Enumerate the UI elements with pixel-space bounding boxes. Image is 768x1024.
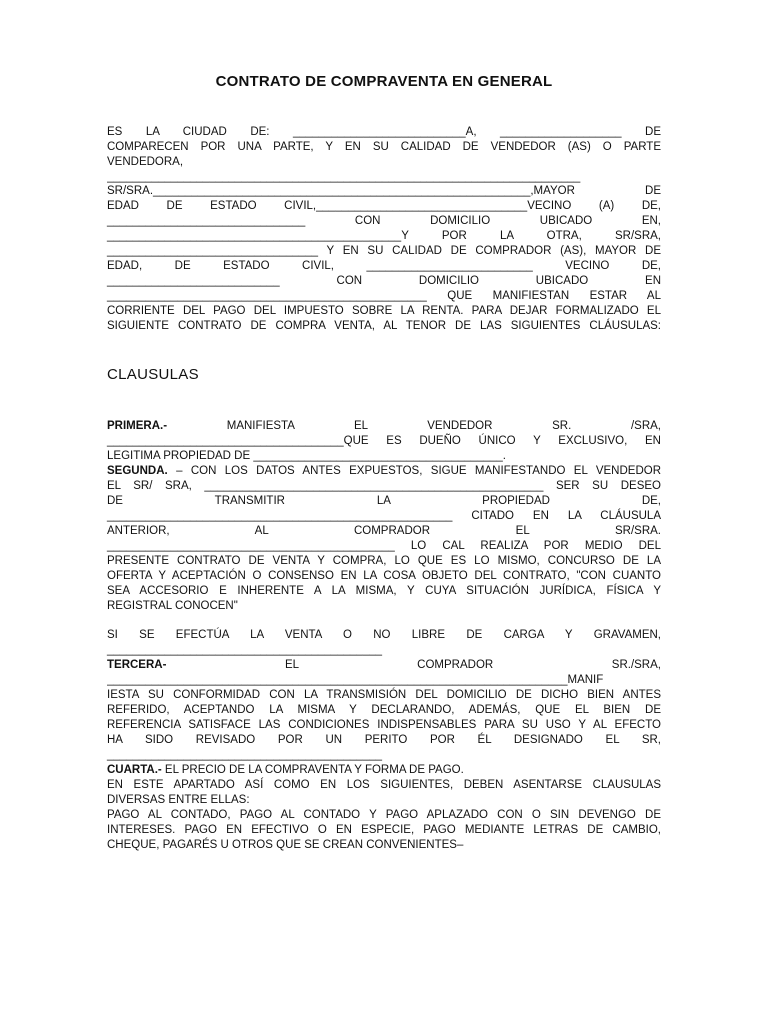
clause-line: ANTERIOR, AL COMPRADOR EL SR/SRA. <box>107 525 661 537</box>
clause-line: EL SR/ SRA, _____________________________________________________ SER SU DESEO <box>107 480 661 492</box>
intro-line: _________________________________ Y EN SU CALIDAD DE COMPRADOR (AS), MAYOR DE <box>107 245 661 257</box>
intro-line: VENDEDORA, <box>107 156 184 168</box>
intro-line: _______________________________ CON DOMICILIO UBICADO EN, <box>107 215 661 227</box>
clause-line: SEA ACCESORIO E INHERENTE A LA MISMA, Y CUYA SITUACIÓN JURÍDICA, FÍSICA Y <box>107 585 661 597</box>
clause-text: EL COMPRADOR SR./SRA, <box>284 659 661 671</box>
intro-line: ES LA CIUDAD DE: ___________________________A, ___________________ DE <box>107 126 661 138</box>
clause-label: CUARTA.- <box>107 764 162 776</box>
clause-line: REFERENCIA SATISFACE LAS CONDICIONES INDISPENSABLES PARA SU USO Y AL EFECTO <box>107 719 661 731</box>
clause-label: PRIMERA.- <box>107 420 168 432</box>
clause-cuarta-line <box>107 763 661 778</box>
intro-line: SIGUIENTE CONTRATO DE COMPRA VENTA, AL TENOR DE LAS SIGUIENTES CLÁUSULAS: <box>107 320 661 332</box>
clause-line: LEGITIMA PROPIEDAD DE _______________________________________. <box>107 450 506 462</box>
intro-line: ___________________________ CON DOMICILIO UBICADO EN <box>107 275 661 287</box>
clause-line: INTERESES. PAGO EN EFECTIVO O EN ESPECIE, PAGO MEDIANTE LETRAS DE CAMBIO, <box>107 824 661 836</box>
intro-line: EDAD, DE ESTADO CIVIL, __________________________ VECINO DE, <box>107 260 661 272</box>
clause-line: IESTA SU CONFORMIDAD CON LA TRANSMISIÓN DEL DOMICILIO DE DICHO BIEN ANTES <box>107 689 661 701</box>
clause-text: – CON LOS DATOS ANTES EXPUESTOS, SIGUE MANIFESTANDO EL VENDEDOR <box>167 465 661 477</box>
carga-line: ___________________________________________ <box>107 644 383 656</box>
clause-line: ________________________________________________________________________MANIF <box>107 674 604 686</box>
intro-line: __________________________________________________________________________ <box>107 171 581 183</box>
document-title: CONTRATO DE COMPRAVENTA EN GENERAL <box>215 73 553 90</box>
clause-line: _____________________________________QUE ES DUEÑO ÚNICO Y EXCLUSIVO, EN <box>107 435 661 447</box>
clause-label: TERCERA- <box>107 659 167 671</box>
clause-label: SEGUNDA. <box>107 465 168 477</box>
clause-line: HA SIDO REVISADO POR UN PERITO POR ÉL DESIGNADO EL SR, <box>107 734 661 746</box>
clause-tercera-line <box>107 658 661 673</box>
clause-line: EN ESTE APARTADO ASÍ COMO EN LOS SIGUIENTES, DEBEN ASENTARSE CLAUSULAS <box>107 779 661 791</box>
clause-line: ______________________________________________________ CITADO EN LA CLÁUSULA <box>107 510 661 522</box>
clause-line: ___________________________________________ <box>107 749 383 761</box>
intro-line: __________________________________________________ QUE MANIFIESTAN ESTAR AL <box>107 290 661 302</box>
intro-line: CORRIENTE DEL PAGO DEL IMPUESTO SOBRE LA RENTA. PARA DEJAR FORMALIZADO EL <box>107 305 661 317</box>
clause-primera-line <box>107 419 661 434</box>
clause-line: OFERTA Y ACEPTACIÓN O CONSENSO EN LA COSA OBJETO DEL CONTRATO, "CON CUANTO <box>107 570 661 582</box>
clause-line: DE TRANSMITIR LA PROPIEDAD DE, <box>107 495 661 507</box>
intro-line: ______________________________________________Y POR LA OTRA, SR/SRA, <box>107 230 661 242</box>
intro-line: EDAD DE ESTADO CIVIL,_________________________________VECINO (A) DE, <box>107 200 661 212</box>
clause-line: REFERIDO, ACEPTANDO LA MISMA Y DECLARANDO, ADEMÁS, QUE EL BIEN DE <box>107 704 661 716</box>
clause-line: PRESENTE CONTRATO DE VENTA Y COMPRA, LO QUE ES LO MISMO, CONCURSO DE LA <box>107 555 661 567</box>
clause-line: PAGO AL CONTADO, PAGO AL CONTADO Y PAGO APLAZADO CON O SIN DEVENGO DE <box>107 809 661 821</box>
clause-text: EL PRECIO DE LA COMPRAVENTA Y FORMA DE PAGO. <box>161 764 464 776</box>
clause-line: REGISTRAL CONOCEN" <box>107 600 238 612</box>
carga-line: SI SE EFECTÚA LA VENTA O NO LIBRE DE CARGA Y GRAVAMEN, <box>107 629 661 641</box>
clause-line: _____________________________________________ LO CAL REALIZA POR MEDIO DEL <box>107 540 661 552</box>
clause-line: CHEQUE, PAGARÉS U OTROS QUE SE CREAN CONVENIENTES– <box>107 839 464 851</box>
intro-line: COMPARECEN POR UNA PARTE, Y EN SU CALIDAD DE VENDEDOR (AS) O PARTE <box>107 141 661 153</box>
clause-line: DIVERSAS ENTRE ELLAS: <box>107 794 250 806</box>
clause-text: MANIFIESTA EL VENDEDOR SR. /SRA, <box>226 420 661 432</box>
intro-line: SR/SRA.___________________________________________________________,MAYOR DE <box>107 185 661 197</box>
clausulas-heading: CLAUSULAS <box>107 366 199 383</box>
clause-segunda-line <box>107 464 661 479</box>
